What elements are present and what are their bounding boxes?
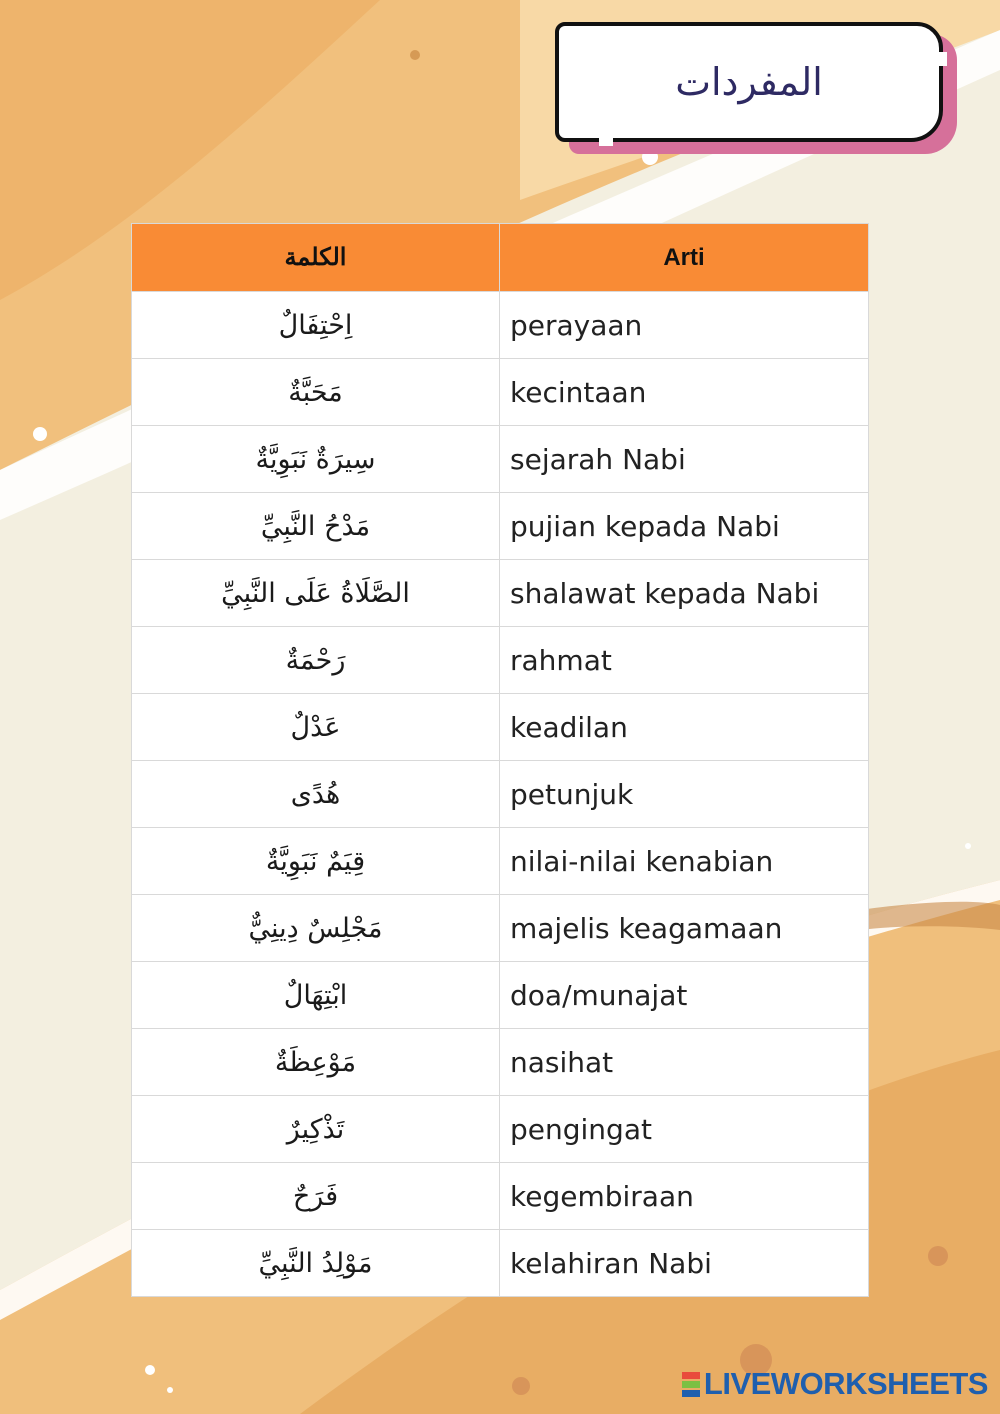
table-row (132, 292, 869, 359)
arabic-word: مَوْعِظَةٌ (132, 1029, 500, 1096)
column-header-meaning: Arti (500, 224, 869, 292)
meaning: keadilan (500, 694, 869, 761)
table-row (132, 560, 869, 627)
arabic-word: هُدًى (132, 761, 500, 828)
liveworksheets-icon (682, 1371, 700, 1398)
table-row (132, 895, 869, 962)
meaning: kelahiran Nabi (500, 1230, 869, 1297)
table-row (132, 1096, 869, 1163)
page-title: المفردات (675, 60, 823, 104)
title-box (555, 22, 943, 142)
meaning: petunjuk (500, 761, 869, 828)
table-row (132, 1163, 869, 1230)
table-header-row (132, 224, 869, 292)
table-row (132, 359, 869, 426)
meaning: kegembiraan (500, 1163, 869, 1230)
meaning: pujian kepada Nabi (500, 493, 869, 560)
vocabulary-table (131, 223, 869, 1297)
arabic-word: مَحَبَّةٌ (132, 359, 500, 426)
table-row (132, 761, 869, 828)
arabic-word: مَجْلِسٌ دِينِيٌّ (132, 895, 500, 962)
brand-text: LIVEWORKSHEETS (703, 1366, 988, 1401)
meaning: sejarah Nabi (500, 426, 869, 493)
meaning: perayaan (500, 292, 869, 359)
column-header-word: الكلمة (132, 224, 500, 292)
meaning: doa/munajat (500, 962, 869, 1029)
table-row (132, 1230, 869, 1297)
meaning: rahmat (500, 627, 869, 694)
arabic-word: سِيرَةٌ نَبَوِيَّةٌ (132, 426, 500, 493)
arabic-word: فَرَحٌ (132, 1163, 500, 1230)
title-border-gap (939, 52, 947, 66)
table-row (132, 627, 869, 694)
meaning: kecintaan (500, 359, 869, 426)
table-row (132, 828, 869, 895)
table-row (132, 962, 869, 1029)
arabic-word: رَحْمَةٌ (132, 627, 500, 694)
meaning: pengingat (500, 1096, 869, 1163)
table-row (132, 694, 869, 761)
arabic-word: الصَّلَاةُ عَلَى النَّبِيِّ (132, 560, 500, 627)
liveworksheets-logo[interactable] (682, 1366, 988, 1402)
arabic-word: اِحْتِفَالٌ (132, 292, 500, 359)
title-border-gap (599, 138, 613, 146)
table-row (132, 426, 869, 493)
meaning: nasihat (500, 1029, 869, 1096)
arabic-word: قِيَمٌ نَبَوِيَّةٌ (132, 828, 500, 895)
arabic-word: مَوْلِدُ النَّبِيِّ (132, 1230, 500, 1297)
table-row (132, 1029, 869, 1096)
arabic-word: مَدْحُ النَّبِيِّ (132, 493, 500, 560)
arabic-word: تَذْكِيرٌ (132, 1096, 500, 1163)
meaning: majelis keagamaan (500, 895, 869, 962)
meaning: shalawat kepada Nabi (500, 560, 869, 627)
arabic-word: عَدْلٌ (132, 694, 500, 761)
meaning: nilai-nilai kenabian (500, 828, 869, 895)
table-row (132, 493, 869, 560)
arabic-word: ابْتِهَالٌ (132, 962, 500, 1029)
